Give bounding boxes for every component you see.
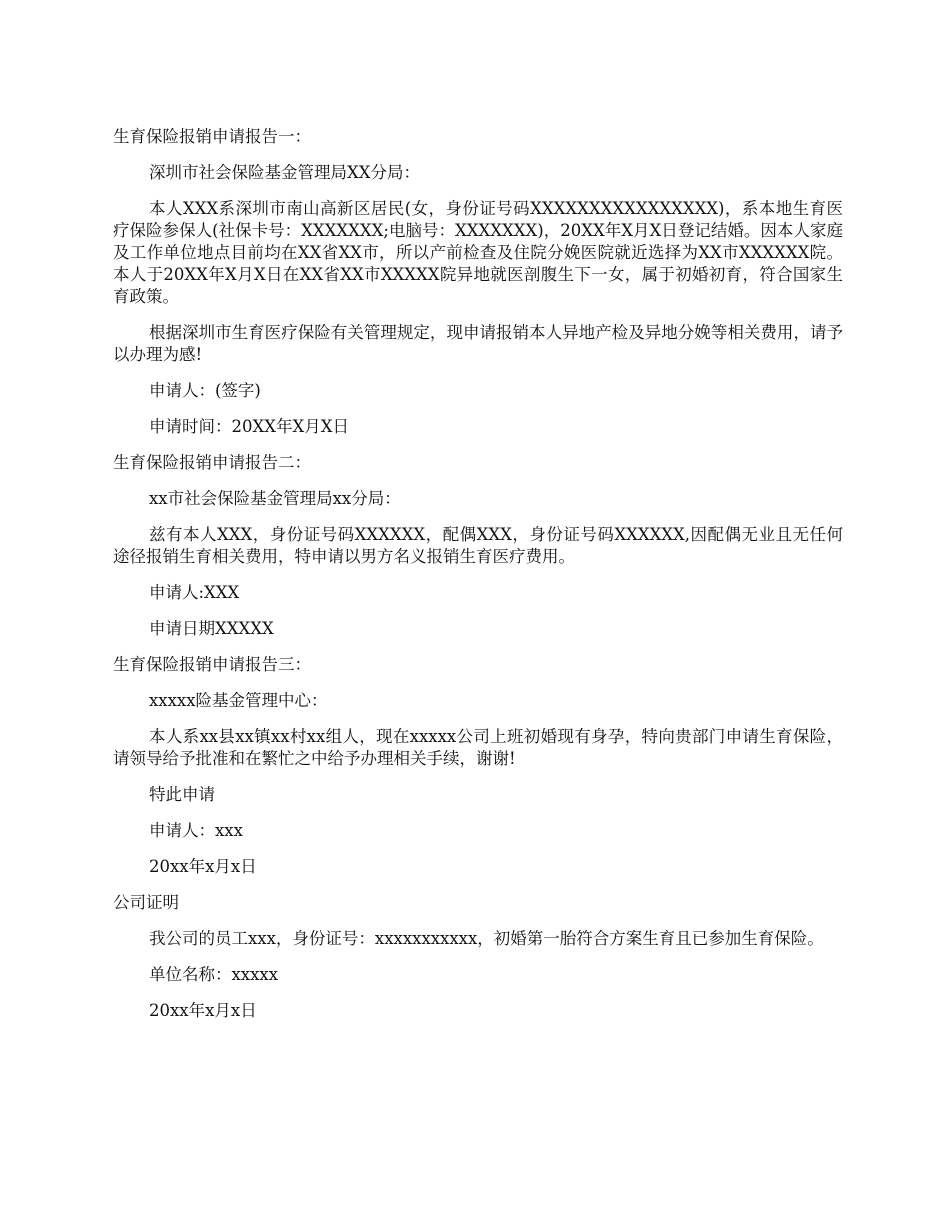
closing-line: 特此申请 (149, 785, 215, 804)
date-line-2: 申请日期XXXXX (149, 619, 274, 638)
section-heading-1: 生育保险报销申请报告一： (113, 127, 311, 146)
section-heading-4: 公司证明 (113, 893, 179, 912)
body-paragraph-5: 我公司的员工xxx，身份证号：xxxxxxxxxxx，初婚第一胎符合方案生育且已参加生育保险。 (149, 929, 824, 948)
section-heading-2: 生育保险报销申请报告二： (113, 453, 311, 472)
addressee-2: xx市社会保险基金管理局xx分局： (149, 489, 401, 508)
document-body (113, 126, 843, 1036)
addressee-3: xxxxx险基金管理中心： (149, 691, 328, 710)
body-paragraph-3: 兹有本人XXX，身份证号码XXXXXX，配偶XXX，身份证号码XXXXXX,因配偶无业且无任何途径报销生育相关费用，特申请以男方名义报销生育医疗费用。 (113, 525, 843, 566)
date-line-3: 20xx年x月x日 (149, 857, 257, 876)
body-paragraph-4: 本人系xx县xx镇xx村xx组人，现在xxxxx公司上班初婚现有身孕，特向贵部门申请生育保险，请领导给予批准和在繁忙之中给予办理相关手续，谢谢! (113, 727, 843, 768)
applicant-line-1: 申请人：(签字) (149, 381, 261, 400)
date-line-1: 申请时间：20XX年X月X日 (149, 417, 349, 436)
date-line-4: 20xx年x月x日 (149, 1001, 257, 1020)
body-paragraph-1: 本人XXX系深圳市南山高新区居民(女，身份证号码XXXXXXXXXXXXXXXX)，系本地生育医疗保险参保人(社保卡号：XXXXXXX;电脑号：XXXXXXX)，20XX年X月X日登记结婚。因本人家庭及工作单位地点目前均在XX省XX市，所以产前检查及住院分娩医院就近选择为XX市XXXXXX院。本人于20XX年X月X日在XX省XX市XXXXX院异地就医剖腹生下一女，属于初婚初育，符合国家生育政策。 (113, 199, 843, 306)
applicant-line-2: 申请人:XXX (149, 583, 240, 602)
applicant-line-3: 申请人：xxx (149, 821, 243, 840)
section-heading-3: 生育保险报销申请报告三： (113, 655, 311, 674)
company-name-line: 单位名称：xxxxx (149, 965, 279, 984)
body-paragraph-2: 根据深圳市生育医疗保险有关管理规定，现申请报销本人异地产检及异地分娩等相关费用，请予以办理为感! (113, 323, 843, 364)
addressee-1: 深圳市社会保险基金管理局XX分局： (149, 163, 420, 182)
